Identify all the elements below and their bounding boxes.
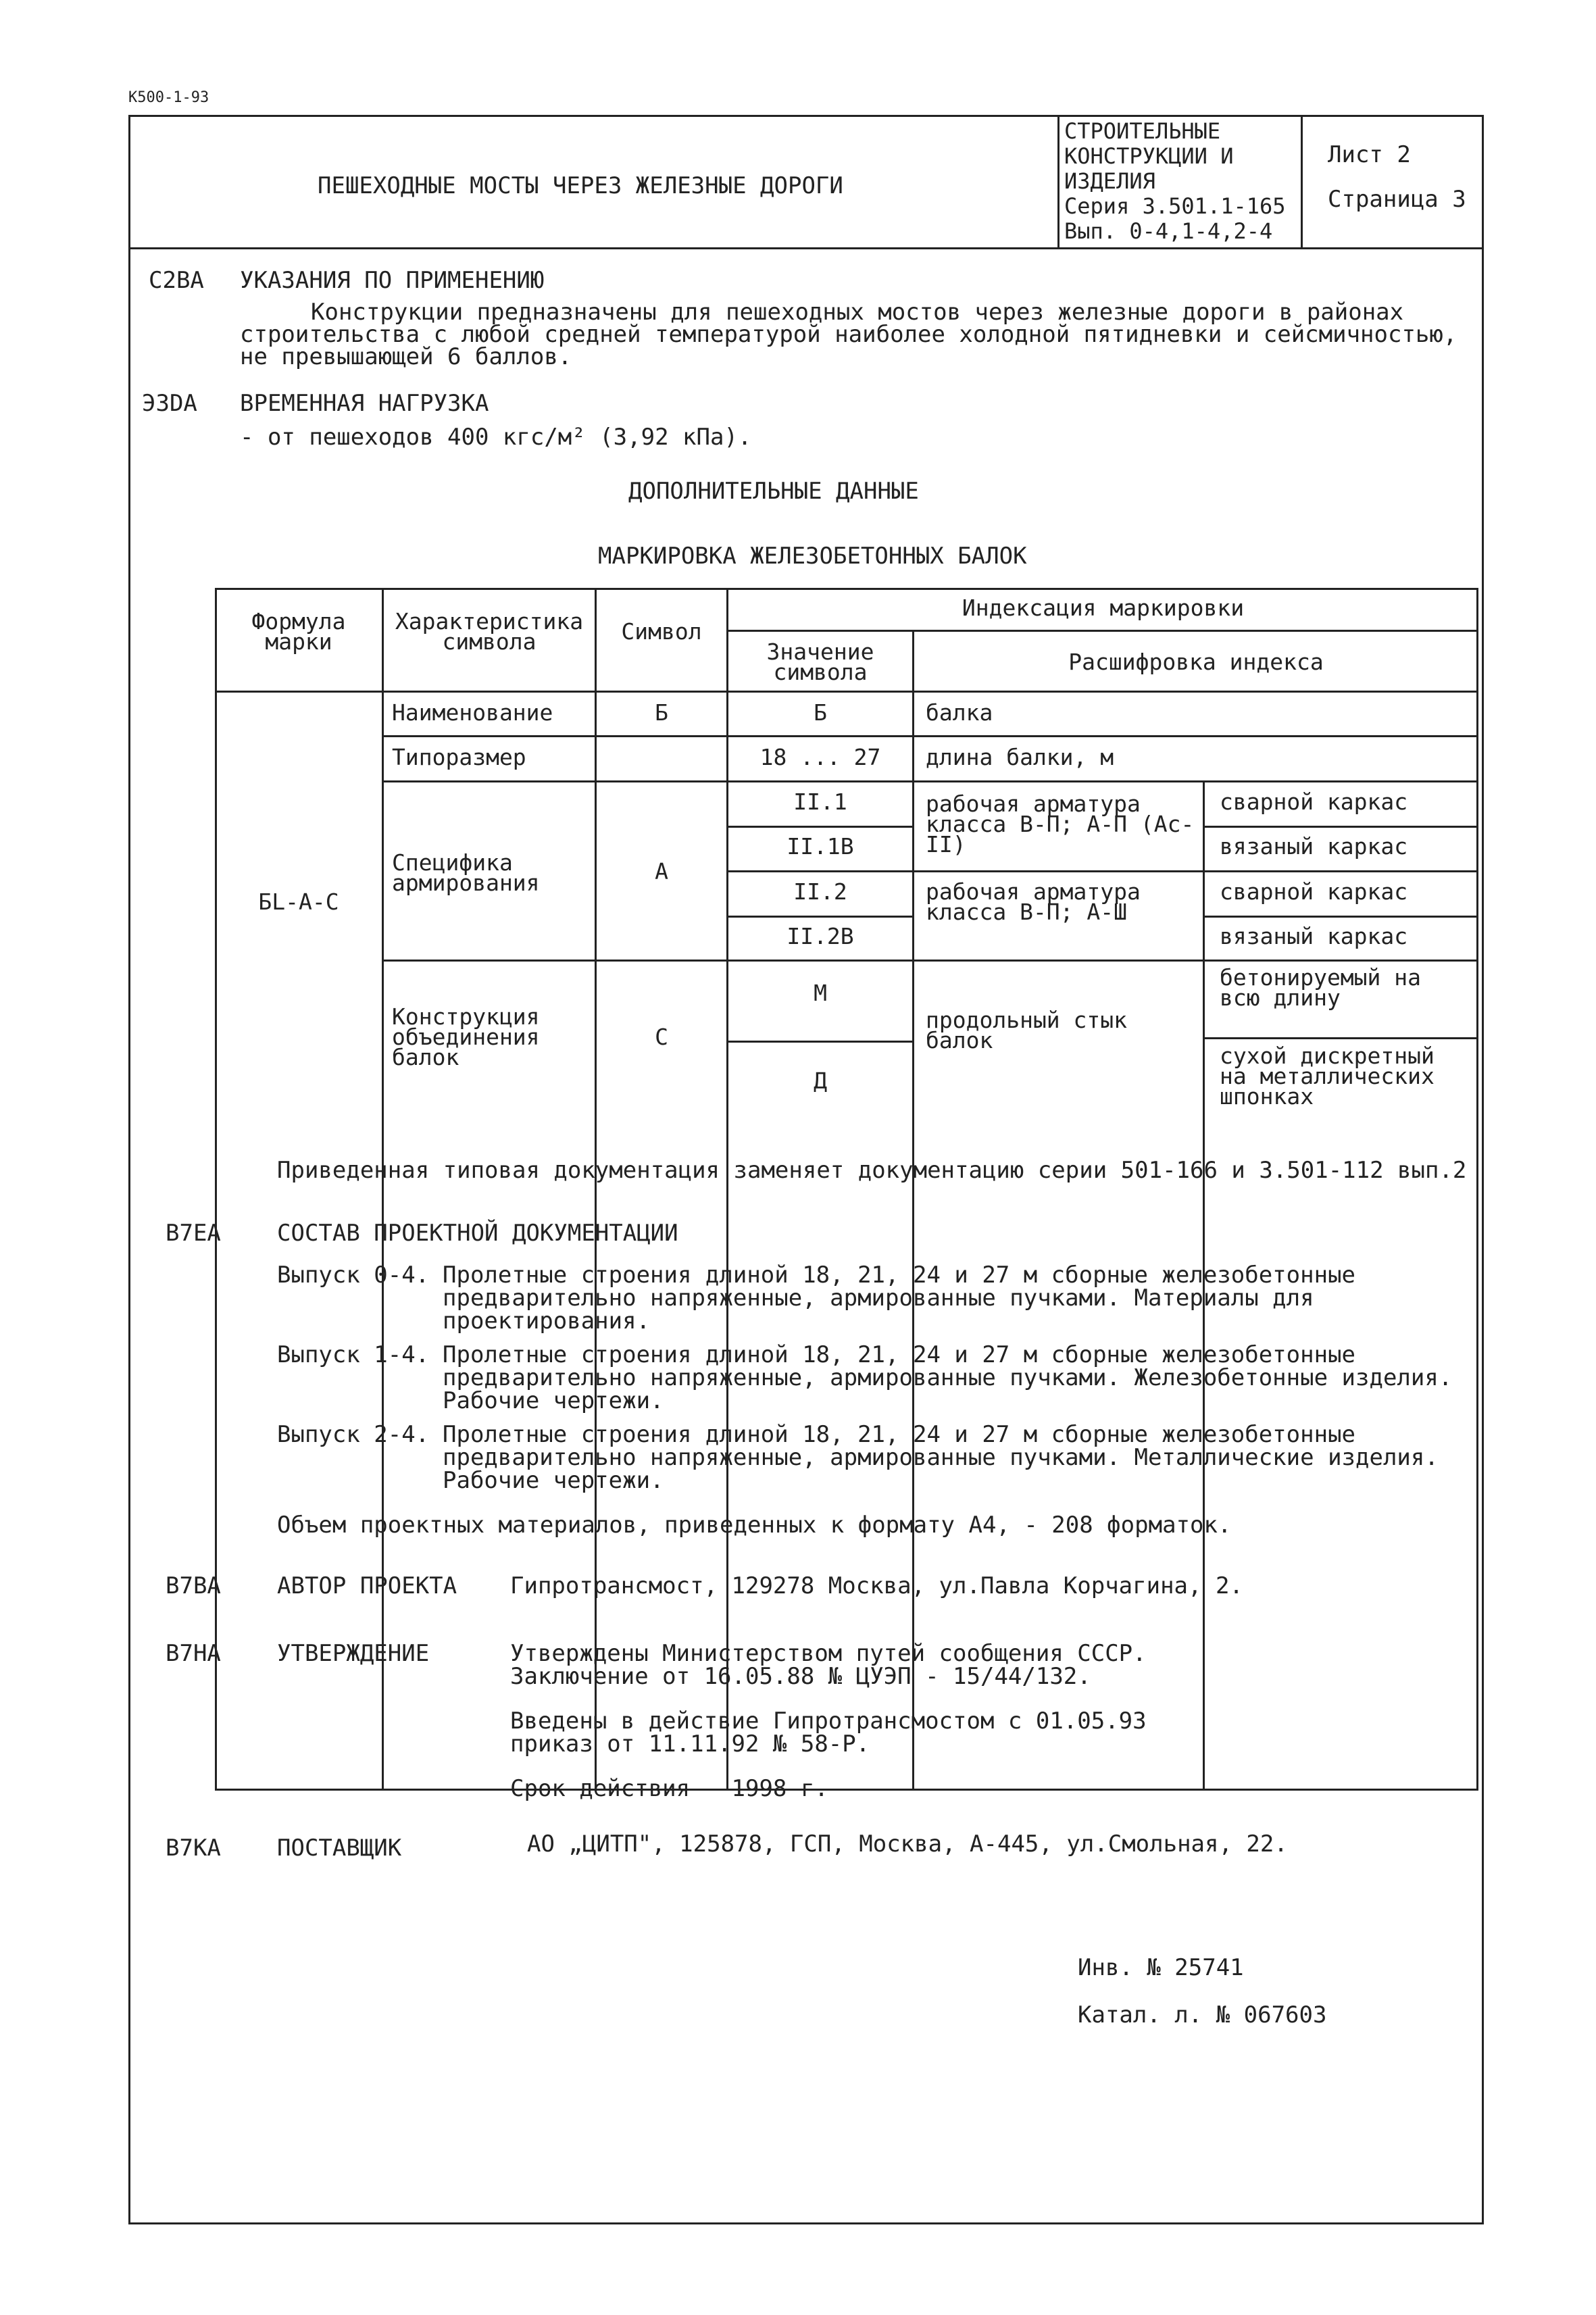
section-heading: ПОСТАВЩИК [277,1835,402,1862]
table-hline [215,691,1478,693]
frame-type: вязаный каркас [1220,833,1408,860]
value-size: 18 ... 27 [759,744,881,770]
series-block [1064,119,1286,244]
header-value: Значение символа [766,639,874,685]
value-joint: М [814,980,827,1006]
section-code: В7ВА [166,1572,221,1599]
inventory-number: Инв. № 25741 [1078,1954,1244,1981]
table-hline [726,916,912,918]
paragraph-line: строительства с любой средней температурой наиболее холодной пятидневки и сейсмичностью, [240,321,1457,348]
paragraph-line: Конструкции предназначены для пешеходных мостов через железные дороги в районах [311,299,1404,326]
section-heading: СОСТАВ ПРОЕКТНОЙ ДОКУМЕНТАЦИИ [277,1220,678,1247]
value-reinforcement: II.2В [787,923,854,949]
replaces-note: Приведенная типовая документация заменяет документацию серии 501-166 и 3.501-112 вып.2 [277,1157,1467,1184]
joint-subtype: бетонируемый на всю длину [1220,964,1422,1011]
validity-line: Срок действия - 1998 г. [510,1775,828,1802]
section-code: В7ЕА [166,1220,221,1247]
table-hline [382,960,1478,962]
approval-line: Введены в действие Гипротрансмостом с 01.05.93 [510,1708,1147,1735]
char-reinforcement: Специфика армирования [392,849,540,896]
author-text: Гипротрансмост, 129278 Москва, ул.Павла Корчагина, 2. [510,1572,1243,1599]
issue-line: предварительно напряженные, армированные пучками. Материалы для [443,1285,1314,1312]
issue-line: проектирования. [443,1308,651,1335]
issue-label: Выпуск 0-4. [277,1262,430,1289]
issue-label: Выпуск 1-4. [277,1341,430,1368]
series-line: СТРОИТЕЛЬНЫЕ [1064,118,1221,144]
header-divider-2 [1301,115,1303,247]
issue-line: предварительно напряженные, армированные пучками. Металлические изделия. [443,1444,1439,1471]
approval-line: приказ от 11.11.92 № 58-Р. [510,1731,870,1758]
symbol-joint: С [655,1024,668,1050]
section-heading: ВРЕМЕННАЯ НАГРУЗКА [240,390,489,417]
header-divider-1 [1057,115,1059,247]
value-name: Б [814,699,827,726]
header-formula: Формула марки [251,608,346,655]
sheet-number: Лист 2 [1328,141,1411,168]
decoding-name: балка [926,699,993,726]
series-line: КОНСТРУКЦИИ И [1064,143,1234,169]
series-line: Вып. 0-4,1-4,2-4 [1064,218,1273,244]
issue-line: Пролетные строения длиной 18, 21, 24 и 27 м сборные железобетонные [443,1421,1356,1448]
decoding-joint: продольный стык балок [926,1007,1128,1053]
section-heading: АВТОР ПРОЕКТА [277,1572,457,1599]
value-reinforcement: II.1В [787,833,854,860]
formula-cell: БL-A-C [258,889,339,915]
decoding-reinforcement-1: рабочая арматура класса В-П; А-П (Ac-II) [926,791,1195,857]
additional-heading: ДОПОЛНИТЕЛЬНЫЕ ДАННЫЕ [628,478,919,505]
table-hline [1203,826,1478,828]
issue-line: Пролетные строения длиной 18, 21, 24 и 27 м сборные железобетонные [443,1262,1356,1289]
issue-line: Рабочие чертежи. [443,1467,664,1494]
document-title: ПЕШЕХОДНЫЕ МОСТЫ ЧЕРЕЗ ЖЕЛЕЗНЫЕ ДОРОГИ [318,172,843,199]
approval-line: Заключение от 16.05.88 № ЦУЭП - 15/44/132. [510,1663,1091,1690]
paragraph-line: не превышающей 6 баллов. [240,343,572,370]
header-indexing: Индексация маркировки [962,595,1245,621]
table-title: МАРКИРОВКА ЖЕЛЕЗОБЕТОННЫХ БАЛОК [598,543,1027,570]
load-line: - от пешеходов 400 кгс/м² (3,92 кПа). [240,424,752,451]
header-decoding: Расшифровка индекса [1068,649,1324,675]
table-hline [726,826,912,828]
section-heading: УТВЕРЖДЕНИЕ [277,1640,430,1667]
frame-type: сварной каркас [1220,789,1408,815]
page-number: Страница 3 [1328,186,1466,213]
issue-line: Рабочие чертежи. [443,1387,664,1414]
section-heading: УКАЗАНИЯ ПО ПРИМЕНЕНИЮ [240,267,545,294]
table-hline [726,870,1478,872]
table-vline [595,588,597,1791]
volume-note: Объем проектных материалов, приведенных к формату А4, - 208 форматок. [277,1512,1232,1539]
corner-code: К500-1-93 [128,89,209,106]
approval-line: Утверждены Министерством путей сообщения СССР. [510,1640,1147,1667]
header-bottom-rule [128,247,1482,249]
issue-line: предварительно напряженные, армированные пучками. Железобетонные изделия. [443,1364,1453,1391]
table-hline [1203,916,1478,918]
issue-line: Пролетные строения длиной 18, 21, 24 и 27 м сборные железобетонные [443,1341,1356,1368]
series-line: ИЗДЕЛИЯ [1064,168,1155,194]
table-hline [726,630,1478,632]
char-joint: Конструкция объединения балок [392,1003,540,1070]
header-characteristic: Характеристика символа [395,608,584,655]
section-code: С2ВА [149,267,204,294]
value-reinforcement: II.2 [793,878,847,905]
table-vline [726,588,728,1791]
decoding-size: длина балки, м [926,744,1114,770]
section-code: ЭЗDA [142,390,197,417]
issue-label: Выпуск 2-4. [277,1421,430,1448]
section-code: В7КА [166,1835,221,1862]
table-hline [726,1041,912,1043]
table-vline [912,630,914,1791]
value-reinforcement: II.1 [793,789,847,815]
joint-subtype: сухой дискретный на металлических шпонках [1220,1043,1435,1110]
supplier-text: АО „ЦИТП", 125878, ГСП, Москва, А-445, ул.Смольная, 22. [527,1831,1288,1858]
frame-type: сварной каркас [1220,878,1408,905]
symbol-reinforcement: A [655,858,668,885]
catalog-number: Катал. л. № 067603 [1078,2001,1327,2028]
table-hline [382,735,1478,737]
table-vline [382,588,384,1791]
char-name: Наименование [392,699,553,726]
char-size: Типоразмер [392,744,526,770]
series-line: Серия 3.501.1-165 [1064,193,1286,219]
section-code: В7НА [166,1640,221,1667]
frame-type: вязаный каркас [1220,923,1408,949]
decoding-reinforcement-2: рабочая арматура класса В-П; А-Ш [926,878,1141,925]
header-symbol: Символ [621,618,702,645]
table-hline [1203,1037,1478,1039]
table-hline [382,780,1478,782]
symbol-name: Б [655,699,668,726]
value-joint: Д [814,1068,827,1094]
